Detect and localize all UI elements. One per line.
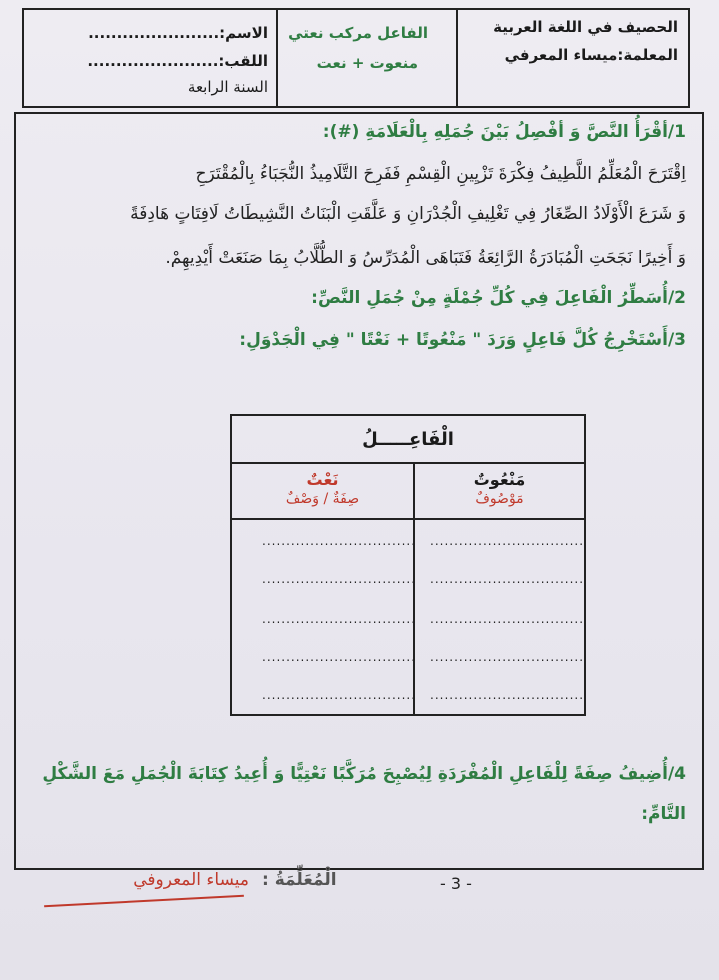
teacher-signature: ميساء المعروفي: [133, 870, 249, 890]
table-title: الْفَاعِـــــلُ: [232, 416, 584, 464]
answer-line[interactable]: ................................: [262, 534, 417, 548]
header-box: [22, 8, 690, 108]
teacher-line: المعلمة:ميساء المعرفي: [504, 46, 678, 64]
question-1: 1/أقْرَأُ النَّصَّ وَ أفْصِلُ بَيْنَ جُمَلِهِ بِالْعَلَامَةِ (#):: [322, 122, 686, 142]
header-subject-cell: [456, 10, 688, 106]
column-left-subtitle: صِفَةٌ / وَصْفٌ: [285, 491, 360, 507]
topic-title: الفاعل مركب نعتي: [288, 24, 428, 42]
question-4-cont: التَّامِّ:: [641, 804, 686, 824]
column-header-right: [415, 464, 584, 520]
teacher-label: الْمُعَلِّمَةُ :: [262, 870, 337, 890]
answer-line[interactable]: ................................: [430, 534, 585, 548]
question-3: 3/أَسْتَخْرِجُ كُلَّ فَاعِلٍ وَرَدَ " مَنْعُوتًا + نَعْتًا " فِي الْجَدْوَلِ:: [239, 330, 686, 350]
answer-line[interactable]: ................................: [262, 650, 417, 664]
student-surname-field: اللقب:.......................: [87, 52, 268, 70]
subject-title: الحصيف في اللغة العربية: [493, 18, 678, 36]
grade-label: السنة الرابعة: [187, 78, 268, 96]
question-2: 2/أُسَطِّرُ الْفَاعِلَ فِي كُلِّ جُمْلَةٍ مِنْ جُمَلِ النَّصِّ:: [311, 288, 686, 308]
text-line-3: وَ أَخِيرًا نَجَحَتِ الْمُبَادَرَةُ الرَّائِعَةُ فَتَبَاهَى الْمُدَرِّسُ وَ الطُّلَّابُ بِمَا صَنَعَتْ أَيْدِيهِمْ.: [165, 248, 686, 268]
question-4: 4/أُضِيفُ صِفَةً لِلْفَاعِلِ الْمُفْرَدَةِ لِيُصْبِحَ مُرَكَّبًا نَعْتِيًّا وَ أُعِيدُ كِتَابَةَ الْجُمَلِ مَعَ الشَّكْلِ: [42, 764, 686, 784]
column-right-title: مَنْعُوتٌ: [473, 470, 526, 489]
answer-line[interactable]: ................................: [430, 572, 585, 586]
answer-line[interactable]: ................................: [262, 688, 417, 702]
header-topic-cell: [276, 10, 456, 106]
answer-line[interactable]: ................................: [430, 650, 585, 664]
exercise-box: [14, 112, 704, 870]
header-student-cell: [24, 10, 276, 106]
text-line-2: وَ شَرَعَ الْأَوْلَادُ الصِّغَارُ فِي تَغْلِيفِ الْجُدْرَانِ وَ عَلَّقَتِ الْبَنَاتُ النَّشِيطَاتُ لَافِتَاتٍ هَادِفَةً: [130, 204, 686, 224]
text-line-1: اِقْتَرَحَ الْمُعَلِّمُ اللَّطِيفُ فِكْرَةَ تَزْيِينِ الْقِسْمِ فَفَرِحَ التَّلَامِيذُ النُّجَبَاءُ بِالْمُقْتَرَحِ: [195, 164, 686, 184]
column-right-subtitle: مَوْصُوفٌ: [475, 491, 524, 507]
signature-underline: [44, 895, 244, 907]
answer-line[interactable]: ................................: [430, 688, 585, 702]
answer-line[interactable]: ................................: [430, 612, 585, 626]
student-name-field: الاسم:.......................: [88, 24, 268, 42]
answer-line[interactable]: ................................: [262, 572, 417, 586]
answer-table: [230, 414, 586, 716]
page-number: - 3 -: [440, 874, 472, 893]
column-left-title: نَعْتٌ: [306, 470, 339, 489]
column-header-left: [232, 464, 415, 520]
answer-line[interactable]: ................................: [262, 612, 417, 626]
topic-formula: منعوت + نعت: [316, 54, 418, 72]
